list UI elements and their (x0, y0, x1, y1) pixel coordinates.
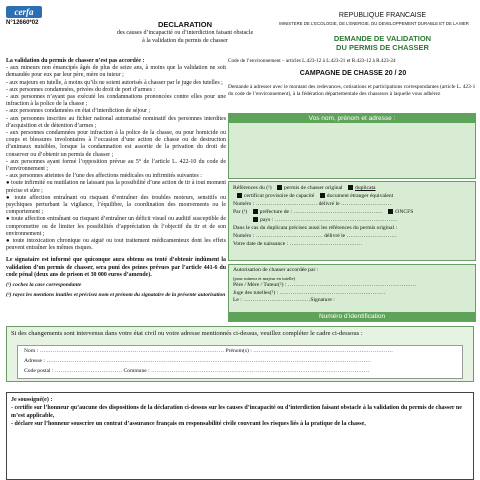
ministry-label: MINISTERE DE L'ECOLOGIE, DE L'ENERGIE, DU DEVELOPPEMENT DURABLE ET DE LA MER (279, 21, 469, 26)
juge-tutelles-field[interactable]: Juge des tutelles(²) : ………………………………………………… (233, 289, 386, 296)
autorisation-sub: (pour mineur et majeur en tutelle) (233, 275, 296, 281)
certificat-label: certificat provisoire de capacité (244, 193, 315, 199)
date-signature-field[interactable]: Le : ………………………………Signature : (233, 297, 335, 303)
oncfs-label: ONCFS (395, 209, 414, 215)
permit-references-box (228, 181, 476, 261)
references-row (233, 184, 471, 192)
prefecture-field[interactable]: préfecture de : ………………………………………… (259, 209, 383, 215)
adresse-field[interactable]: Adresse : ………………………………………………………………………………………………………………………………………………………… (24, 358, 371, 364)
condition-item: - aux personnes ayant formé l’opposition prévue au 5° de l’article L. 422-10 du code de l’environnement ; (6, 158, 226, 173)
soussigne-label: Je soussigné(e) : (11, 397, 53, 403)
checkbox-pays[interactable] (253, 217, 258, 222)
condition-item: ● toute infirmité ou mutilation ne laissant pas la possibilité d’une action de tir à tout moment précise et sûre ; (6, 180, 226, 194)
code-reference: Code de l’environnement – articles L.423-12 à L.423-21 et R.423-12 à R.423-24 (228, 58, 396, 64)
condition-item: - aux personnes condamnées, privées du droit de port d’armes : (6, 86, 156, 93)
numero-field[interactable]: Numéro : …………………………… délivré le ……………………… (233, 201, 392, 207)
campagne-year-separator: / 20 (394, 70, 407, 77)
identity-heading: Vos nom, prénom et adresse : (229, 114, 475, 123)
identity-box[interactable] (228, 113, 476, 179)
demande-instructions: Demande à adresser avec le montant des redevances, cotisations et participations correspondantes (article L. 423-1 du code de l’environnement), à la fédération départementale des chasseurs à laquelle vous adhérez (228, 84, 476, 97)
subtitle-line: des causes d’incapacité ou d’interdiction faisant obstacle (116, 30, 254, 36)
changes-heading: Si des changements sont intervenus dans votre état civil ou votre adresse mentionnés ci-dessus, veuillez compléter le cadre ci-dessous : (11, 330, 363, 337)
footnote: (¹) cochez la case correspondante (6, 282, 82, 289)
permis-original-label: permis de chasser original (284, 185, 343, 191)
demande-line: DU PERMIS DE CHASSER (336, 43, 429, 52)
conditions-heading: La validation du permis de chasser n’est pas accordée : (6, 58, 145, 64)
par-label: Par (¹) (233, 209, 248, 215)
references-row (233, 192, 471, 200)
condition-item: ● toute affection entraînant ou risquant d’entraîner des troubles moteurs, sensitifs ou psychiques perturbant la vigilance, l’équilibre, la coordination des mouvements ou le comportement ; (6, 194, 226, 216)
checkbox-permis-original[interactable] (277, 185, 282, 190)
campagne-title (228, 70, 478, 77)
declaration-subtitle (70, 29, 300, 45)
duplicata-instructions: Dans le cas du duplicata précisez aussi les références du permis original : (233, 225, 398, 231)
numero-original-field[interactable]: Numéro : ……………………………… délivré le ……………………… (233, 233, 397, 239)
changes-box (6, 326, 474, 382)
date-naissance-field[interactable]: Votre date de naissance : ………………………………… (233, 241, 363, 247)
certification-box (6, 392, 474, 480)
pays-row (233, 216, 471, 224)
numero-identification-label: Numéro d’identification (229, 312, 475, 321)
nom-prenom-field[interactable]: Nom : ……………………………………………………………………………………… Prénom(s) : ………………………………………………………………… (24, 348, 394, 354)
autorisation-box (228, 264, 476, 322)
condition-item: - aux personnes atteintes de l’une des affections médicales ou infirmités suivantes : (6, 173, 202, 180)
form-number: N°12660*02 (6, 20, 39, 26)
autorisation-label: Autorisation de chasser accordée par : (233, 267, 319, 273)
checkbox-prefecture[interactable] (253, 209, 258, 214)
condition-item: ● toute intoxication chronique ou aiguë ou tout traitement médicamenteux dont les effets peuvent entraîner les mêmes risques. (6, 238, 226, 252)
checkbox-certificat[interactable] (237, 193, 242, 198)
demande-title (290, 34, 475, 52)
condition-item: - aux personnes condamnées pour infraction à la police de la chasse, ou pour homicide ou coups et blessures involontaires à l’occasion d’une action de chasse ou de destruction d’animaux nuisibles, lorsque la condamnation est assortie de la privation du droit de conserver ou d’obtenir un permis de chasser ; (6, 130, 226, 158)
subtitle-line: à la validation du permis de chasser (142, 38, 228, 44)
references-label: Références du (¹) (233, 185, 272, 191)
condition-item: - aux personnes inscrites au fichier national automatisé nominatif des personnes interdites d’acquisition et de détention d’armes ; (6, 115, 226, 129)
pere-mere-tuteur-field[interactable]: Père / Mère / Tuteur(²) : …………………………………………………………… (233, 282, 417, 288)
certification-line: - certifie sur l’honneur qu’aucune des dispositions de la déclaration ci-dessus sur les causes d’incapacité ou d’interdiction faisant obstacle à la validation du permis de chasser ne m’est applicable, (11, 405, 462, 419)
signataire-warning: Le signataire est informé que quiconque aura obtenu ou tenté d’obtenir indûment la validation d’un permis de chasser, sera puni des peines prévues par l’article 441-6 du code pénal (deux ans de prison et 30 000 euros d’amende). (6, 257, 226, 278)
footnote: (²) rayez les mentions inutiles et précisez nom et prénom du signataire de la présente autorisation (6, 292, 226, 299)
pays-field[interactable]: pays : ………………………………………………………… (260, 217, 398, 223)
par-row (233, 208, 471, 216)
condition-item: - aux mineurs non émancipés âgés de plus de seize ans, à moins que la validation ne soit demandée pour eux par leur père, mère ou tuteur ; (6, 65, 226, 79)
campagne-label: CAMPAGNE DE CHASSE 20 (299, 70, 393, 77)
code-postal-commune-field[interactable]: Code postal : ……………………………… Commune : ……………………………………………………………………………………………………… (24, 368, 370, 374)
checkbox-document-etranger[interactable] (320, 193, 325, 198)
cerfa-logo: cerfa (6, 6, 42, 18)
condition-item: - aux majeurs en tutelle, à moins qu’ils ne soient autorisés à chasser par le juge des tutelles ; (6, 79, 223, 86)
demande-line: DEMANDE DE VALIDATION (333, 34, 432, 43)
checkbox-duplicata[interactable] (348, 185, 353, 190)
changes-form (17, 345, 463, 379)
condition-item: ● toute affection entraînant ou risquant d’entraîner un déficit visuel ou auditif susceptible de compromettre ou de limiter les possibilités d’appréciation de l’objectif du tir et de son environnement ; (6, 216, 226, 237)
republic-label: REPUBLIQUE FRANCAISE (338, 12, 427, 19)
conditions-column (6, 58, 226, 300)
declaration-title: DECLARATION (157, 20, 213, 29)
checkbox-oncfs[interactable] (388, 209, 393, 214)
document-etranger-label: document étranger équivalent (326, 193, 394, 199)
duplicata-label: duplicata (355, 185, 376, 191)
condition-item: - aux personnes n’ayant pas exécuté les condamnations prononcées contre elles pour une infraction à la police de la chasse ; (6, 94, 226, 108)
certification-line: - déclare sur l’honneur souscrire un contrat d’assurance français en responsabilité civile couvrant les risques liés à la pratique de la chasse, (11, 421, 366, 427)
condition-item: - aux personnes condamnées en état d’interdiction de séjour ; (6, 108, 151, 115)
